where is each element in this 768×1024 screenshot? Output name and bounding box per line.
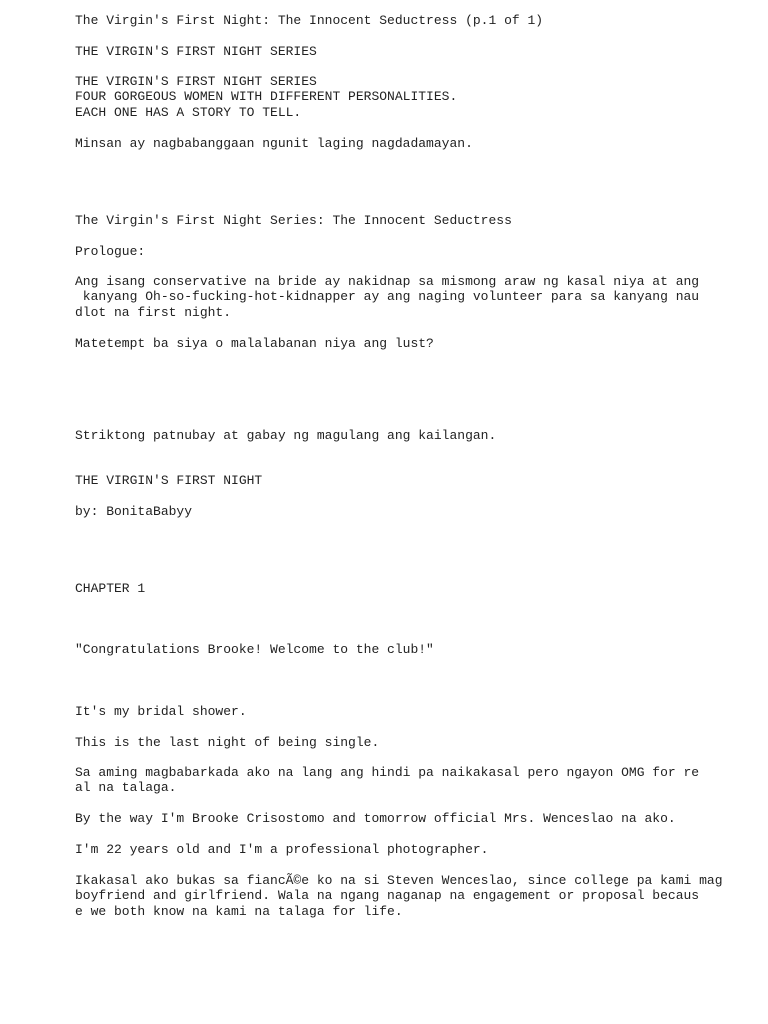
series-intro-line: EACH ONE HAS A STORY TO TELL. [75, 104, 302, 120]
paragraph-line: al na talaga. [75, 780, 177, 796]
paragraph [75, 873, 723, 919]
chapter-heading: CHAPTER 1 [75, 581, 146, 596]
prologue-line: dlot na first night. [75, 304, 232, 320]
prologue-line: kanyang Oh-so-fucking-hot-kidnapper ay ang naging volunteer para sa kanyang nau [75, 289, 700, 305]
paragraph [75, 765, 699, 796]
author-credit: by: BonitaBabyy [75, 504, 193, 519]
parental-advisory: Striktong patnubay at gabay ng magulang ang kailangan. [75, 428, 497, 443]
series-intro-line: FOUR GORGEOUS WOMEN WITH DIFFERENT PERSONALITIES. [75, 89, 458, 105]
prologue-question: Matetempt ba siya o malalabanan niya ang lust? [75, 336, 434, 351]
paragraph: "Congratulations Brooke! Welcome to the club!" [75, 642, 434, 657]
paragraph: This is the last night of being single. [75, 735, 380, 750]
series-intro-line: THE VIRGIN'S FIRST NIGHT SERIES [75, 74, 317, 89]
prologue-text [75, 274, 699, 320]
series-intro [75, 74, 457, 120]
paragraph: I'm 22 years old and I'm a professional photographer. [75, 842, 489, 857]
tagline: Minsan ay nagbabanggaan ngunit laging nagdadamayan. [75, 136, 473, 151]
prologue-line: Ang isang conservative na bride ay nakidnap sa mismong araw ng kasal niya at ang [75, 274, 700, 289]
story-title: The Virgin's First Night Series: The Innocent Seductress [75, 213, 512, 228]
paragraph-line: e we both know na kami na talaga for life. [75, 903, 403, 919]
paragraph-line: Ikakasal ako bukas sa fiancÃ©e ko na si Steven Wenceslao, since college pa kami mag [75, 873, 723, 888]
paragraph: By the way I'm Brooke Crisostomo and tomorrow official Mrs. Wenceslao na ako. [75, 811, 676, 826]
series-heading: THE VIRGIN'S FIRST NIGHT SERIES [75, 44, 317, 59]
paragraph-line: Sa aming magbabarkada ako na lang ang hindi pa naikakasal pero ngayon OMG for re [75, 765, 700, 780]
book-title: THE VIRGIN'S FIRST NIGHT [75, 473, 263, 488]
paragraph: It's my bridal shower. [75, 704, 247, 719]
prologue-heading: Prologue: [75, 244, 146, 259]
page-title: The Virgin's First Night: The Innocent Seductress (p.1 of 1) [75, 13, 544, 28]
paragraph-line: boyfriend and girlfriend. Wala na ngang naganap na engagement or proposal becaus [75, 888, 700, 904]
